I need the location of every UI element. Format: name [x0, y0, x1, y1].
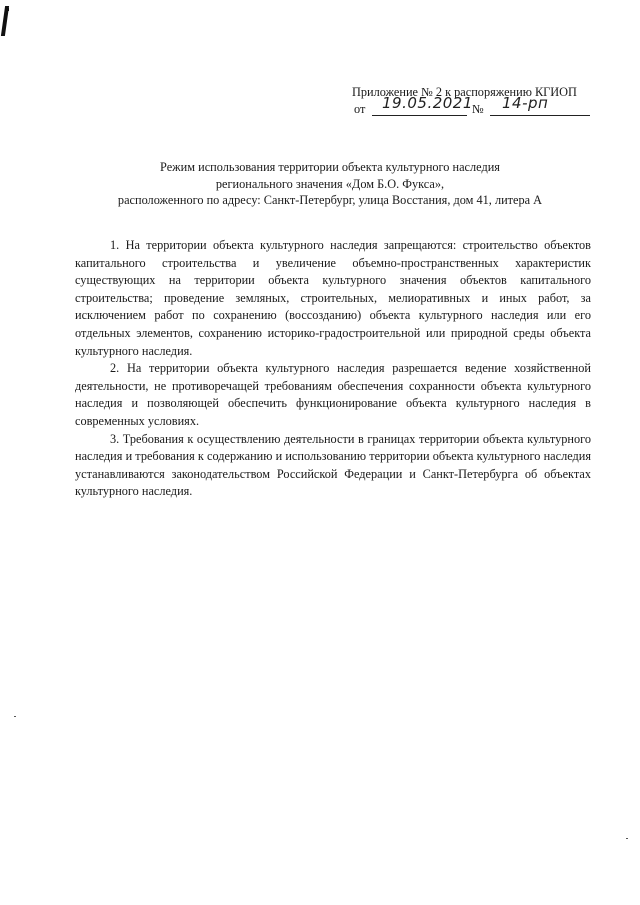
- number-underline: [490, 115, 590, 116]
- paragraph-1: 1. На территории объекта культурного наследия запрещаются: строительство объектов капитального строительства и увеличение объемно-пространственных характеристик существующих на территории объекта культурного значения объектов капитального строительства; проведение земляных, строительных, мелиоративных и иных работ, за исключением работ по сохранению (воссозданию) объекта культурного наследия или его отдельных элементов, сохранению историко-градостроительной или природной среды объекта культурного наследия.: [75, 238, 591, 358]
- document-title: [70, 159, 590, 209]
- handwritten-date: 19.05.2021: [382, 94, 473, 112]
- number-label: №: [472, 102, 484, 116]
- document-body: [75, 237, 591, 501]
- title-line-3: расположенного по адресу: Санкт-Петербург, улица Восстания, дом 41, литера А: [117, 193, 543, 207]
- title-line-2: регионального значения «Дом Б.О. Фукса»,: [215, 176, 445, 191]
- appendix-header: [352, 84, 602, 118]
- appendix-title: Приложение № 2 к распоряжению КГИОП: [352, 85, 577, 99]
- from-label: от: [354, 102, 366, 116]
- handwritten-number: 14-рп: [502, 94, 549, 112]
- date-underline: [372, 115, 467, 116]
- paragraph-3: 3. Требования к осуществлению деятельности в границах территории объекта культурного наследия и требования к содержанию и использованию территории объекта культурного наследия устанавливаются законодательством Российской Федерации и Санкт-Петербурга об объектах культурного наследия.: [75, 431, 591, 499]
- appendix-date-number-line: [352, 94, 602, 118]
- scan-speck: [626, 838, 628, 839]
- paragraph-2: 2. На территории объекта культурного наследия разрешается ведение хозяйственной деятельности, не противоречащей требованиям обеспечения сохранности объекта культурного наследия и позволяющей обеспечить функционирование объекта культурного наследия в современных условиях.: [75, 361, 591, 428]
- scan-speck: [14, 716, 16, 717]
- title-line-1: Режим использования территории объекта культурного наследия: [160, 160, 500, 174]
